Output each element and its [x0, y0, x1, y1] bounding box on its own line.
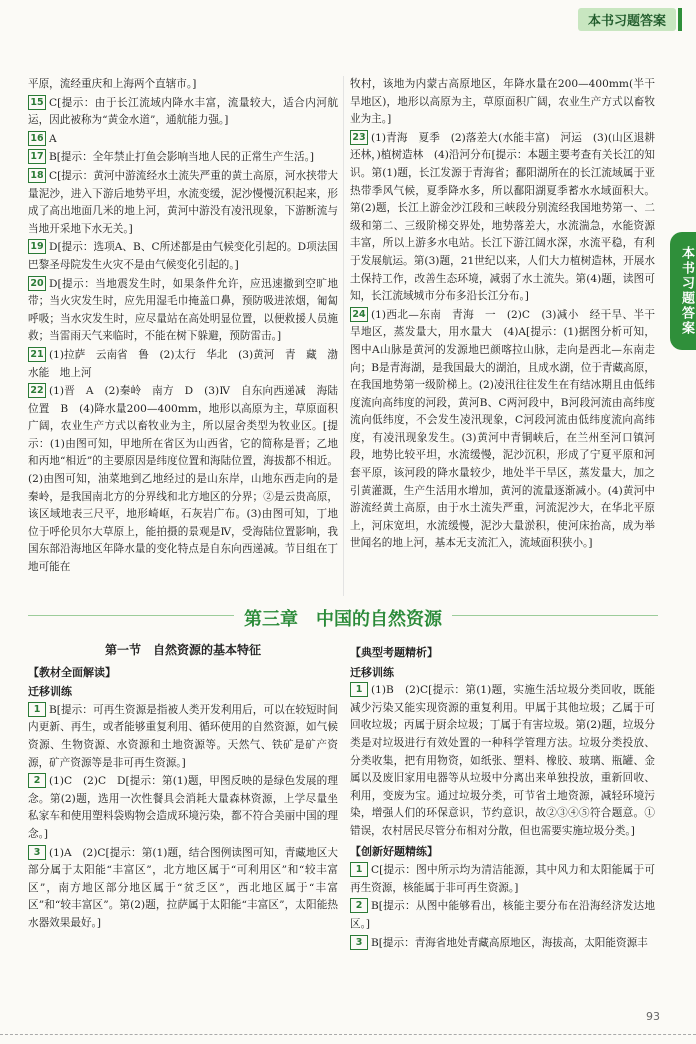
question-number-badge: 3 — [28, 845, 46, 860]
right-bottom-heading-2: 【创新好题精练】 — [350, 844, 438, 858]
right-bottom-2-answer-item — [350, 898, 655, 933]
answer-text: (1)晋 A (2)秦岭 南方 D (3)Ⅳ 自东向西递减 海陆位置 B (4)降水量200—400mm，地形以高原为主，草原面积广阔，农业生产方式以畜牧业为主，所以屋舍类型为牧业区。[提示：(1)由图可知，甲地所在省区为山西省，它的简称是晋；乙地和丙地“相近”的主要原因是纬度位置和海陆位置，海拔都不相近。(2)由图可知，油菜地到乙地经过的是山东岸，山地东西走向的是秦岭，是我国南北方的分界线和北方地区的分界；②是云贵高原，该区域地表三尺平，地形崎岖，石灰岩广布。(3)由图可知，丁地位于呼伦贝尔大草原上，能拍摄的景观是Ⅳ，受海陆位置影响，我国东部沿海地区年降水量的变化特点是自东向西递减。节目组在丁地可能在 — [28, 385, 338, 574]
header-tag: 本书习题答案 — [578, 8, 676, 31]
question-number-badge: 16 — [28, 131, 46, 146]
right-bottom-2-answer-item — [350, 935, 655, 953]
chapter-bar — [28, 605, 658, 630]
question-number-badge: 21 — [28, 347, 46, 362]
answer-text: C[提示：由于长江流域内降水丰富，流量较大，适合内河航运，因此被称为“黄金水道”，通航能力强。] — [28, 96, 338, 127]
left-bottom-subheading: 迁移训练 — [28, 685, 72, 699]
answer-text: B[提示：可再生资源是指被人类开发利用后，可以在较短时间内更新、再生，或者能够重复利用、循环使用的自然资源，如气候资源、生物资源、水资源和土地资源等。天然气、铁矿是矿产资源，矿产资源等是非可再生资源。] — [28, 703, 338, 769]
question-number-badge: 23 — [350, 130, 368, 145]
answer-text: A — [49, 132, 57, 145]
question-number-badge: 1 — [350, 862, 368, 877]
right-top-answer-item — [350, 130, 655, 306]
left-bottom-column — [28, 642, 338, 934]
page-number: 93 — [646, 1010, 660, 1023]
side-tab: 本书习题答案 — [670, 232, 696, 350]
question-number-badge: 1 — [28, 702, 46, 717]
left-top-answer-item — [28, 347, 349, 382]
question-number-badge: 3 — [350, 935, 368, 950]
right-bottom-2-answer-item — [350, 862, 655, 897]
answer-text: (1)青海 夏季 (2)落差大(水能丰富) 河运 (3)(山区退耕还林，)植树造林 (4)沿河分布[提示：本题主要考查有关长江的知识。第(1)题，长江发源于青海省；鄱阳湖所在的长江流域属于亚热带季风气候，夏季降水多，所以鄱阳湖夏季蓄水水域面积大。第(2)题，长江上游金沙江段和三峡段分别流经我国地势第一、二级和第二、三级阶梯交界处，地势落差大，水流湍急，水能资源丰富，所以上游多水电站。长江下游江阔水深，水流平稳，有利于发展航运。第(3)题，21世纪以来，人们大力植树造林，开展水土保持工作，改善生态环境，减弱了水土流失。第(4)题，读图可知，长江流域城市分布多沿长江分布。] — [350, 131, 655, 303]
answer-text: 牧村，该地为内蒙古高原地区，年降水量在200—400mm(半干旱地区)，地形以高原为主，草原面积广阔，农业生产方式以畜牧业为主。] — [350, 78, 655, 126]
right-bottom-heading: 【典型考题精析】 — [350, 646, 438, 659]
question-number-badge: 18 — [28, 168, 46, 183]
left-bottom-answer-item — [28, 773, 338, 843]
answer-text: B[提示：全年禁止打鱼会影响当地人民的正常生产生活。] — [49, 151, 314, 164]
question-number-badge: 15 — [28, 95, 46, 110]
left-top-answer-item — [28, 149, 338, 167]
left-top-answer-item — [28, 276, 338, 346]
answer-text: (1)B (2)C[提示：第(1)题，实施生活垃圾分类回收，既能减少污染又能实现资源的重复利用。甲属于其他垃圾；乙属于可回收垃圾；丙属于厨余垃圾；丁属于有害垃圾。第(2)题，垃圾分类是对垃圾进行有效处置的一种科学管理方法。垃圾分类投放、分类收集，把有用物资，如纸张、塑料、橡胶、玻璃、瓶罐、金属以及废旧家用电器等从垃圾中分离出来单独投放，重新回收、利用，变废为宝。通过垃圾分类，可节省土地资源，减轻环境污染，增强人们的环保意识，节约意识，故②③④⑤符合题意。①错误，农村居民尽管分布相对分散，但也需要实施垃圾分类。] — [350, 684, 655, 837]
answer-text: (1)西北—东南 青海 一 (2)C (3)减小 经干旱、半干旱地区，蒸发量大，用水量大 (4)A[提示：(1)据图分析可知，图中A山脉是黄河的发源地巴颜喀拉山脉，走向是西北—东南走向；B是青海湖，是我国最大的湖泊，且成水湖，位于青藏高原，在我国地势第一级阶梯上。(2)凌汛往往发生在有结冰期且由低纬度流向高纬度的河段，黄河B、C两河段中，B河段河流由高纬度流向低纬度，不会发生凌汛现象，C河段河流由低纬度流向高纬度，有凌汛现象发生。(3)黄河中青铜峡后，在兰州至河口镇河段，地势比较平坦，水流缓慢，泥沙沉积，形成了宁夏平原和河套平原，该河段的降水量较少，地处半干旱区，蒸发量大，加之引黄灌溉，生产生活用水增加，黄河的流量逐渐减小。(4)黄河中游流经黄土高原，由于水土流失严重，河流泥沙大，在华北平原上，河床宽坦，水流缓慢，泥沙大量淤积，使河床抬高，成为举世闻名的地上河，基本无支流汇入，流域面积狭小。] — [350, 308, 655, 550]
left-bottom-answer-item — [28, 845, 338, 933]
right-bottom-subheading: 迁移训练 — [350, 665, 394, 679]
answer-text: (1)拉萨 云南省 鲁 (2)太行 华北 (3)黄河 青 藏 渤 水能 地上河 — [28, 348, 349, 379]
answer-text: (1)C (2)C D[提示：第(1)题，甲图反映的是绿色发展的理念。第(2)题，选用一次性餐具会消耗大量森林资源，上学尽量坐私家车和使用塑料袋购物会造成环境污染，都不符合美丽中国的理念。] — [28, 775, 338, 840]
left-bottom-answer-item — [28, 702, 338, 772]
question-number-badge: 22 — [28, 383, 46, 398]
left-top-answer-item — [28, 131, 338, 149]
question-number-badge: 2 — [350, 898, 368, 913]
right-top-column — [350, 76, 655, 554]
left-top-answer-item — [28, 168, 338, 238]
right-top-answer-item — [350, 76, 655, 129]
chapter-title: 第三章 中国的自然资源 — [234, 605, 452, 631]
right-bottom-column — [350, 642, 655, 953]
left-top-answer-item — [28, 383, 338, 577]
answer-text: 平原，流经重庆和上海两个直辖市。] — [28, 78, 197, 90]
question-number-badge: 2 — [28, 773, 46, 788]
right-top-answer-item — [350, 307, 655, 553]
question-number-badge: 1 — [350, 682, 368, 697]
left-top-answer-item — [28, 76, 338, 94]
column-divider — [343, 76, 344, 596]
question-number-badge: 20 — [28, 276, 46, 291]
left-top-answer-item — [28, 239, 338, 274]
question-number-badge: 24 — [350, 307, 368, 322]
answer-text: B[提示：青海省地处青藏高原地区，海拔高，太阳能资源丰 — [371, 936, 648, 949]
answer-text: C[提示：图中所示均为清洁能源，其中风力和太阳能属于可再生资源，核能属于非可再生资源。] — [350, 864, 655, 894]
left-top-answer-item — [28, 95, 338, 130]
answer-text: (1)A (2)C[提示：第(1)题，结合图例读图可知，青藏地区大部分属于太阳能“丰富区”，北方地区属于“可利用区”和“较丰富区”，南方地区部分地区属于“贫乏区”，西北地区属于“丰富区”和“较丰富区”。第(2)题，拉萨属于太阳能“丰富区”，太阳能热水器效果最好。] — [28, 846, 338, 929]
right-bottom-answer-item — [350, 682, 655, 840]
question-number-badge: 19 — [28, 239, 46, 254]
section-title: 第一节 自然资源的基本特征 — [104, 643, 261, 657]
answer-text: D[提示：当地震发生时，如果条件允许，应迅速撤到空旷地带；当火灾发生时，应先用湿毛巾掩盖口鼻，预防吸进浓烟，匍匐呼吸；当水灾发生时，应尽量站在高处明显位置，以便救援人员施救；当雷雨天气来临时，不能在树下躲避，预防雷击。] — [28, 277, 338, 343]
answer-text: B[提示：从图中能够看出，核能主要分布在沿海经济发达地区。] — [350, 900, 655, 930]
left-bottom-heading: 【教材全面解读】 — [28, 665, 116, 679]
question-number-badge: 17 — [28, 149, 46, 164]
answer-text: C[提示：黄河中游流经水土流失严重的黄土高原，河水挟带大量泥沙，进入下游后地势平坦，水流变缓，泥沙慢慢沉积起来，形成了高出地面几米的地上河，黄河中游没有凌汛现象，下游断流与当地开采地下水无关。] — [28, 169, 338, 235]
answer-text: D[提示：选项A、B、C所述都是由气候变化引起的。D项法国巴黎圣母院发生火灾不是由气候变化引起的。] — [28, 241, 338, 271]
left-top-column — [28, 76, 349, 578]
bottom-line — [0, 1034, 696, 1035]
